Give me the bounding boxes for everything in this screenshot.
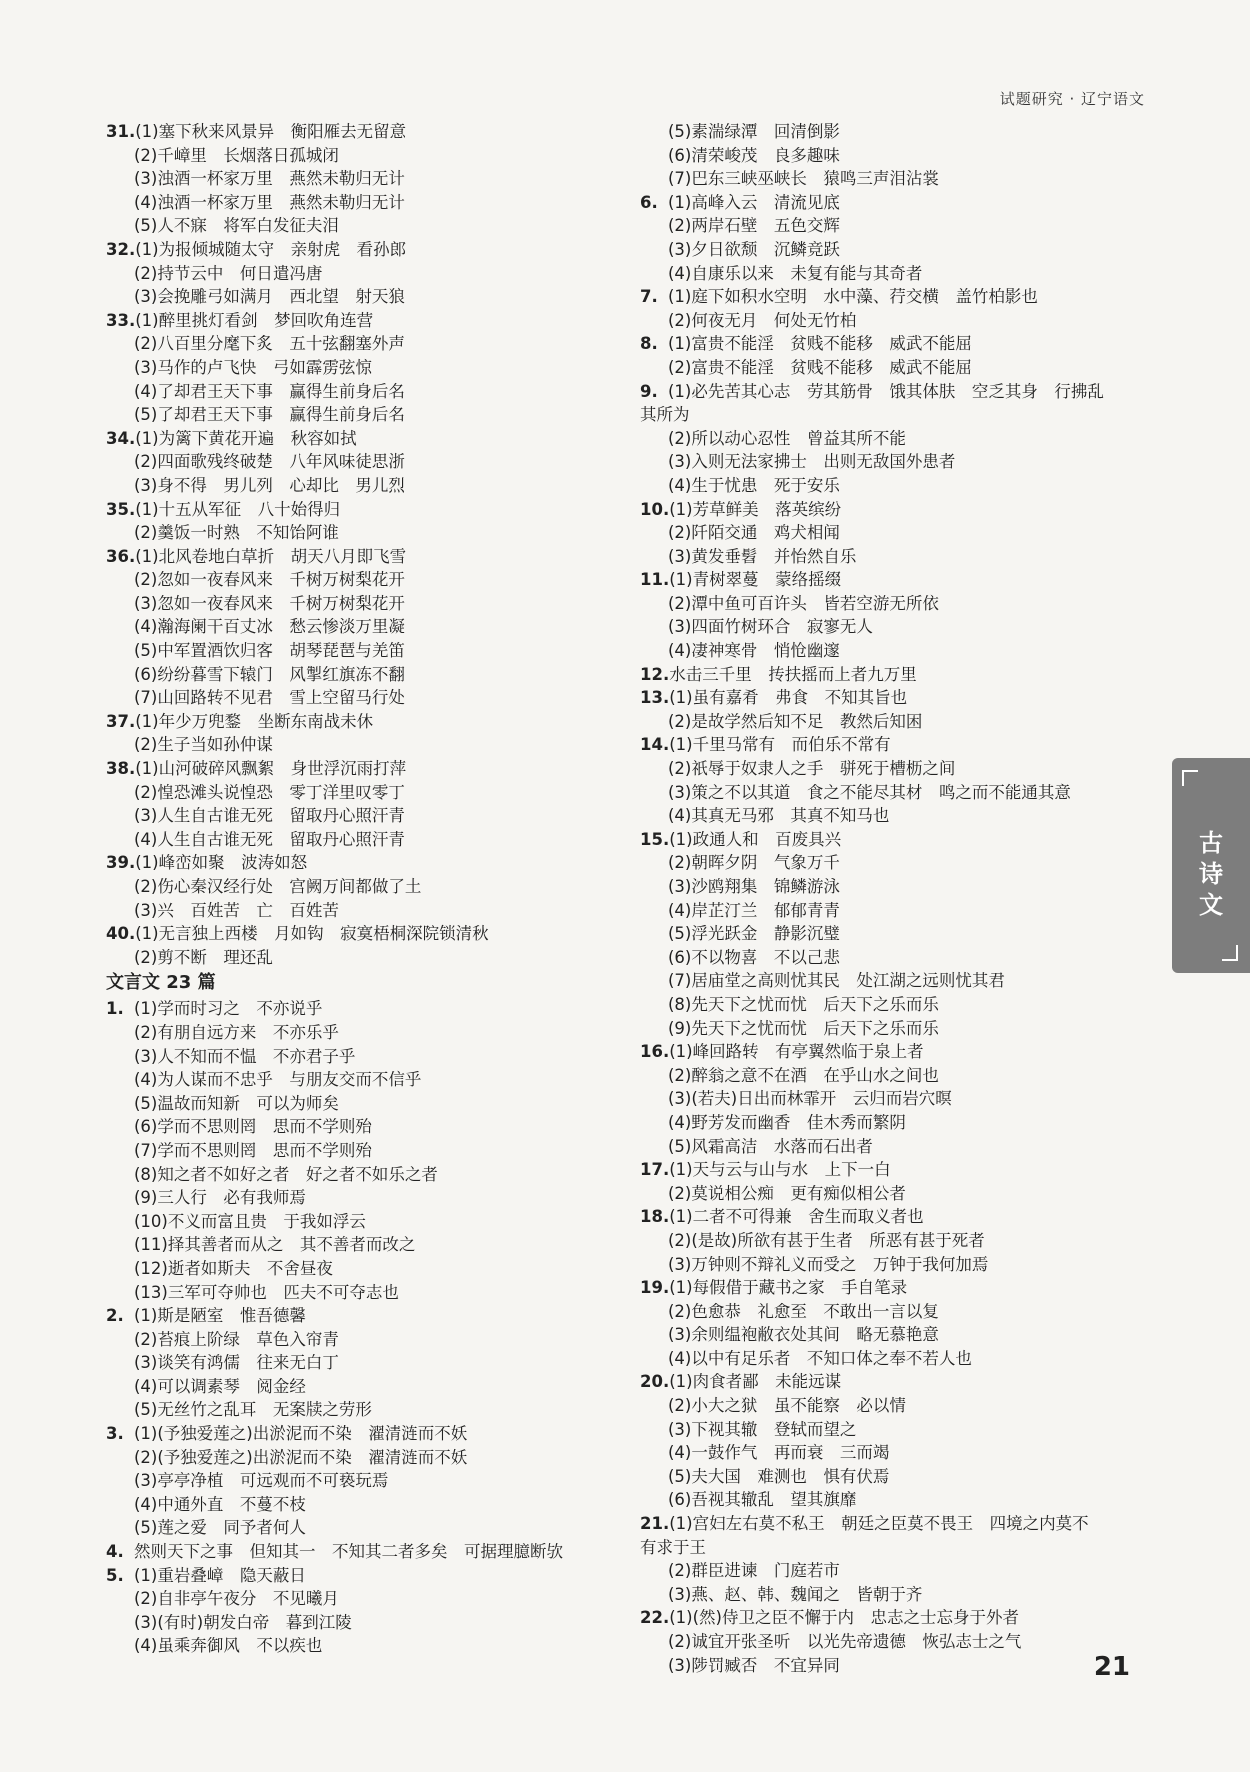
answer-item [106, 545, 646, 569]
question-number: 4. [106, 1542, 124, 1562]
answer-subitem: (2)色愈恭 礼愈至 不敢出一言以复 [668, 1301, 939, 1321]
answer-subitem: (2)苔痕上阶绿 草色入帘青 [134, 1329, 339, 1349]
answer-text: (1)塞下秋来风景异 衡阳雁去无留意 [135, 122, 407, 141]
question-number: 20. [640, 1372, 670, 1392]
answer-subitem: (5)无丝竹之乱耳 无案牍之劳形 [134, 1400, 372, 1420]
answer-continuation: 其所为 [640, 405, 690, 425]
question-number: 34. [106, 428, 136, 448]
answer-item [640, 332, 1150, 356]
answer-text: (1)醉里挑灯看剑 梦回吹角连营 [135, 310, 374, 330]
answer-subitem: (3)兴 百姓苦 亡 百姓苦 [134, 900, 339, 920]
answer-subitem: (4)人生自古谁无死 留取丹心照汗青 [134, 829, 405, 849]
answer-subitem: (4)凄神寒骨 悄怆幽邃 [668, 641, 840, 661]
answer-subitem: (3)下视其辙 登轼而望之 [668, 1419, 857, 1439]
answer-subitem: (5)中军置酒饮归客 胡琴琵琶与羌笛 [134, 641, 405, 661]
answer-subitem: (3)谈笑有鸿儒 往来无白丁 [134, 1353, 339, 1373]
answer-subitem: (12)逝者如斯夫 不舍昼夜 [134, 1258, 333, 1278]
answer-item [106, 1304, 646, 1328]
answer-item [106, 427, 646, 451]
answer-subitem: (4)虽乘奔御风 不以疾也 [134, 1636, 323, 1656]
answer-subitem: (3)夕日欲颓 沉鳞竞跃 [668, 239, 840, 259]
answer-subitem: (3)入则无法家拂士 出则无敌国外患者 [668, 452, 956, 472]
answer-subitem: (2)莫说相公痴 更有痴似相公者 [668, 1183, 906, 1203]
answer-subitem: (2)朝晖夕阴 气象万千 [668, 853, 840, 873]
answer-text: (1)山河破碎风飘絮 身世浮沉雨打萍 [135, 759, 407, 779]
answer-item [106, 309, 646, 333]
answer-item [106, 922, 646, 946]
answer-subitem: (4)野芳发而幽香 佳木秀而繁阴 [668, 1112, 906, 1132]
answer-subitem: (4)自康乐以来 未复有能与其奇者 [668, 263, 923, 283]
question-number: 18. [640, 1207, 670, 1227]
answer-subitem: (3)余则缊袍敝衣处其间 略无慕艳意 [668, 1325, 939, 1345]
question-number: 1. [106, 999, 124, 1019]
question-number: 38. [106, 759, 136, 779]
answer-text: (1)宫妇左右莫不私王 朝廷之臣莫不畏王 四境之内莫不 [669, 1514, 1089, 1534]
answer-subitem: (2)千嶂里 长烟落日孤城闭 [134, 145, 339, 165]
answer-item [106, 238, 646, 262]
answer-subitem: (2)何夜无月 何处无竹柏 [668, 310, 857, 330]
question-number: 5. [106, 1565, 124, 1585]
answer-item [640, 686, 1150, 710]
answer-subitem: (3)人不知而不愠 不亦君子乎 [134, 1046, 356, 1066]
answer-text: (1)千里马常有 而伯乐不常有 [669, 735, 891, 755]
answer-subitem: (4)中通外直 不蔓不枝 [134, 1494, 306, 1514]
answer-item [640, 828, 1150, 852]
answer-item [640, 1370, 1150, 1394]
answer-subitem: (2)祇辱于奴隶人之手 骈死于槽枥之间 [668, 759, 956, 779]
question-number: 17. [640, 1160, 670, 1180]
answer-subitem: (4)其真无马邪 其真不知马也 [668, 806, 890, 826]
answer-subitem: (3)会挽雕弓如满月 西北望 射天狼 [134, 287, 405, 307]
answer-subitem: (5)浮光跃金 静影沉璧 [668, 924, 840, 944]
answer-subitem: (5)风霜高洁 水落而石出者 [668, 1136, 873, 1156]
answer-text: (1)富贵不能淫 贫贱不能移 威武不能屈 [668, 334, 972, 354]
answer-subitem: (4)一鼓作气 再而衰 三而竭 [668, 1443, 890, 1463]
question-number: 40. [106, 924, 136, 944]
answer-text: (1)为篱下黄花开遍 秋容如拭 [135, 428, 357, 448]
answer-subitem: (7)巴东三峡巫峡长 猿鸣三声泪沾裳 [668, 169, 939, 189]
answer-item [640, 1205, 1150, 1229]
answer-subitem: (3)(有时)朝发白帝 暮到江陵 [134, 1612, 352, 1632]
question-number: 9. [640, 381, 658, 401]
answer-subitem: (8)先天下之忧而忧 后天下之乐而乐 [668, 994, 939, 1014]
answer-item [640, 498, 1150, 522]
question-number: 32. [106, 239, 136, 259]
answer-text: 然则天下之事 但知其一 不知其二者多矣 可据理臆断欤 [134, 1542, 563, 1562]
answer-subitem: (3)亭亭净植 可远观而不可亵玩焉 [134, 1471, 389, 1491]
question-number: 2. [106, 1306, 124, 1326]
answer-text: (1)虽有嘉肴 弗食 不知其旨也 [669, 688, 908, 708]
answer-subitem: (2)(予独爱莲之)出淤泥而不染 濯清涟而不妖 [134, 1447, 468, 1467]
answer-subitem: (2)忽如一夜春风来 千树万树梨花开 [134, 570, 405, 590]
answer-text: (1)峰峦如聚 波涛如怒 [135, 853, 308, 873]
answer-subitem: (3)(若夫)日出而林霏开 云归而岩穴暝 [668, 1089, 952, 1109]
answer-subitem: (2)自非亭午夜分 不见曦月 [134, 1589, 339, 1609]
right-column [640, 120, 1150, 1677]
question-number: 3. [106, 1424, 124, 1444]
question-number: 10. [640, 499, 670, 519]
answer-subitem: (2)潭中鱼可百许头 皆若空游无所依 [668, 593, 939, 613]
answer-subitem: (3)燕、赵、韩、魏闻之 皆朝于齐 [668, 1584, 923, 1604]
answer-item [640, 1512, 1150, 1536]
question-number: 8. [640, 334, 658, 354]
answer-item [640, 1158, 1150, 1182]
answer-subitem: (2)是故学然后知不足 教然后知困 [668, 711, 923, 731]
answer-subitem: (3)人生自古谁无死 留取丹心照汗青 [134, 806, 405, 826]
answer-text: (1)(予独爱莲之)出淤泥而不染 濯清涟而不妖 [134, 1424, 468, 1444]
answer-item [640, 1606, 1150, 1630]
page-header: 试题研究 · 辽宁语文 [999, 90, 1145, 108]
tab-char-1: 古 [1199, 829, 1223, 857]
question-number: 37. [106, 711, 136, 731]
answer-subitem: (2)羹饭一时熟 不知饴阿谁 [134, 523, 339, 543]
answer-subitem: (6)不以物喜 不以己悲 [668, 947, 840, 967]
answer-item [640, 285, 1150, 309]
answer-continuation: 有求于王 [640, 1537, 706, 1557]
answer-text: (1)庭下如积水空明 水中藻、荇交横 盖竹柏影也 [668, 287, 1038, 307]
left-column [106, 120, 646, 1658]
answer-subitem: (5)莲之爱 同予者何人 [134, 1518, 306, 1538]
answer-subitem: (4)为人谋而不忠乎 与朋友交而不信乎 [134, 1070, 422, 1090]
tab-corner-bottom-right [1222, 945, 1238, 961]
answer-subitem: (2)四面歌残终破楚 八年风味徒思浙 [134, 452, 405, 472]
answer-subitem: (4)可以调素琴 阅金经 [134, 1376, 306, 1396]
question-number: 13. [640, 688, 670, 708]
answer-item [640, 380, 1150, 404]
answer-text: (1)每假借于藏书之家 手自笔录 [669, 1278, 908, 1298]
answer-subitem: (2)诚宜开张圣听 以光先帝遗德 恢弘志士之气 [668, 1632, 1022, 1651]
answer-subitem: (11)择其善者而从之 其不善者而改之 [134, 1235, 416, 1255]
answer-subitem: (7)山回路转不见君 雪上空留马行处 [134, 688, 405, 708]
answer-text: 水击三千里 抟扶摇而上者九万里 [669, 664, 917, 684]
answer-subitem: (2)(是故)所欲有甚于生者 所恶有甚于死者 [668, 1230, 985, 1250]
answer-subitem: (2)醉翁之意不在酒 在乎山水之间也 [668, 1065, 939, 1085]
answer-subitem: (5)素湍绿潭 回清倒影 [668, 122, 840, 141]
answer-subitem: (5)夫大国 难测也 惧有伏焉 [668, 1466, 890, 1486]
answer-subitem: (2)所以动心忍性 曾益其所不能 [668, 428, 906, 448]
answer-item [106, 997, 646, 1021]
answer-text: (1)斯是陋室 惟吾德馨 [134, 1306, 306, 1326]
answer-subitem: (3)陟罚臧否 不宜异同 [668, 1655, 840, 1675]
section-tab [1172, 758, 1250, 973]
answer-subitem: (3)沙鸥翔集 锦鳞游泳 [668, 877, 840, 896]
answer-subitem: (2)惶恐滩头说惶恐 零丁洋里叹零丁 [134, 782, 405, 802]
answer-text: (1)必先苦其心志 劳其筋骨 饿其体肤 空乏其身 行拂乱 [668, 381, 1104, 401]
question-number: 11. [640, 570, 670, 590]
answer-item [640, 1276, 1150, 1300]
answer-text: (1)芳草鲜美 落英缤纷 [669, 499, 842, 519]
answer-item [106, 120, 646, 144]
answer-subitem: (2)小大之狱 虽不能察 必以情 [668, 1396, 906, 1416]
answer-item [106, 1564, 646, 1588]
answer-subitem: (7)学而不思则罔 思而不学则殆 [134, 1140, 372, 1160]
answer-subitem: (5)人不寐 将军白发征夫泪 [134, 216, 339, 236]
question-number: 12. [640, 664, 670, 684]
answer-text: (1)无言独上西楼 月如钩 寂寞梧桐深院锁清秋 [135, 924, 489, 944]
answer-text: (1)峰回路转 有亭翼然临于泉上者 [669, 1042, 924, 1062]
answer-subitem: (4)了却君王天下事 赢得生前身后名 [134, 381, 405, 401]
answer-subitem: (6)清荣峻茂 良多趣味 [668, 145, 840, 165]
answer-subitem: (3)忽如一夜春风来 千树万树梨花开 [134, 593, 405, 613]
answer-subitem: (6)纷纷暮雪下辕门 风掣红旗冻不翻 [134, 664, 405, 684]
answer-item [106, 1540, 646, 1564]
answer-text: (1)高峰入云 清流见底 [668, 192, 840, 212]
question-number: 6. [640, 192, 658, 212]
answer-subitem: (9)先天下之忧而忧 后天下之乐而乐 [668, 1018, 939, 1038]
answer-text: (1)天与云与山与水 上下一白 [669, 1160, 891, 1180]
answer-subitem: (8)知之者不如好之者 好之者不如乐之者 [134, 1164, 438, 1184]
answer-subitem: (10)不义而富且贵 于我如浮云 [134, 1211, 366, 1231]
answer-subitem: (4)以中有足乐者 不知口体之奉不若人也 [668, 1348, 972, 1368]
answer-subitem: (4)浊酒一杯家万里 燕然未勒归无计 [134, 192, 405, 212]
answer-item [640, 568, 1150, 592]
answer-subitem: (2)剪不断 理还乱 [134, 947, 273, 967]
question-number: 19. [640, 1278, 670, 1298]
answer-text: (1)北风卷地白草折 胡天八月即飞雪 [135, 546, 407, 566]
answer-subitem: (4)岸芷汀兰 郁郁青青 [668, 900, 840, 920]
answer-subitem: (6)吾视其辙乱 望其旗靡 [668, 1490, 857, 1510]
tab-char-3: 文 [1199, 891, 1223, 919]
answer-text: (1)十五从军征 八十始得归 [135, 499, 341, 519]
answer-subitem: (7)居庙堂之高则忧其民 处江湖之远则忧其君 [668, 971, 1005, 991]
question-number: 7. [640, 287, 658, 307]
answer-subitem: (2)有朋自远方来 不亦乐乎 [134, 1022, 339, 1042]
page-number: 21 [1093, 1652, 1130, 1682]
answer-subitem: (3)策之不以其道 食之不能尽其材 鸣之而不能通其意 [668, 782, 1071, 802]
answer-subitem: (5)温故而知新 可以为师矣 [134, 1093, 339, 1113]
answer-item [106, 710, 646, 734]
answer-item [106, 757, 646, 781]
question-number: 21. [640, 1514, 670, 1534]
question-number: 16. [640, 1042, 670, 1062]
answer-subitem: (9)三人行 必有我师焉 [134, 1188, 306, 1208]
answer-subitem: (13)三军可夺帅也 匹夫不可夺志也 [134, 1282, 399, 1302]
answer-subitem: (2)持节云中 何日遣冯唐 [134, 263, 323, 283]
answer-subitem: (4)瀚海阑干百丈冰 愁云惨淡万里凝 [134, 617, 405, 637]
answer-item [640, 1040, 1150, 1064]
question-number: 35. [106, 499, 136, 519]
section-tab-label [1172, 828, 1250, 921]
tab-char-2: 诗 [1199, 860, 1223, 888]
answer-text: (1)(然)侍卫之臣不懈于内 忠志之士忘身于外者 [669, 1608, 1019, 1628]
answer-item [640, 733, 1150, 757]
answer-subitem: (6)学而不思则罔 思而不学则殆 [134, 1117, 372, 1137]
answer-subitem: (2)阡陌交通 鸡犬相闻 [668, 523, 840, 543]
answer-text: (1)重岩叠嶂 隐天蔽日 [134, 1565, 306, 1585]
answer-subitem: (3)万钟则不辩礼义而受之 万钟于我何加焉 [668, 1254, 989, 1274]
answer-subitem: (4)生于忧患 死于安乐 [668, 475, 840, 495]
section-heading: 文言文 23 篇 [106, 972, 216, 994]
question-number: 33. [106, 310, 136, 330]
answer-subitem: (2)八百里分麾下炙 五十弦翻塞外声 [134, 334, 405, 354]
question-number: 14. [640, 735, 670, 755]
answer-item [106, 851, 646, 875]
answer-text: (1)学而时习之 不亦说乎 [134, 999, 323, 1019]
answer-subitem: (2)生子当如孙仲谋 [134, 735, 273, 755]
answer-subitem: (3)身不得 男儿列 心却比 男儿烈 [134, 475, 405, 495]
answer-item [106, 498, 646, 522]
question-number: 22. [640, 1608, 670, 1628]
answer-subitem: (3)浊酒一杯家万里 燕然未勒归无计 [134, 169, 405, 189]
question-number: 31. [106, 122, 136, 141]
answer-subitem: (2)伤心秦汉经行处 宫阙万间都做了土 [134, 877, 422, 896]
answer-text: (1)青树翠蔓 蒙络摇缀 [669, 570, 842, 590]
question-number: 39. [106, 853, 136, 873]
question-number: 15. [640, 829, 670, 849]
answer-subitem: (3)四面竹树环合 寂寥无人 [668, 617, 873, 637]
tab-corner-top-left [1182, 770, 1198, 786]
answer-text: (1)政通人和 百废具兴 [669, 829, 842, 849]
answer-item [640, 663, 1150, 687]
answer-subitem: (3)马作的卢飞快 弓如霹雳弦惊 [134, 357, 372, 377]
answer-text: (1)年少万兜鍪 坐断东南战未休 [135, 711, 374, 731]
question-number: 36. [106, 546, 136, 566]
answer-subitem: (2)群臣进谏 门庭若市 [668, 1561, 840, 1581]
answer-text: (1)二者不可得兼 舍生而取义者也 [669, 1207, 924, 1227]
answer-text: (1)肉食者鄙 未能远谋 [669, 1372, 842, 1392]
answer-subitem: (3)黄发垂髫 并怡然自乐 [668, 546, 857, 566]
answer-item [640, 191, 1150, 215]
answer-item [106, 1422, 646, 1446]
answer-subitem: (2)两岸石壁 五色交辉 [668, 216, 840, 236]
answer-text: (1)为报倾城随太守 亲射虎 看孙郎 [135, 239, 407, 259]
answer-subitem: (5)了却君王天下事 赢得生前身后名 [134, 405, 405, 425]
answer-subitem: (2)富贵不能淫 贫贱不能移 威武不能屈 [668, 357, 972, 377]
